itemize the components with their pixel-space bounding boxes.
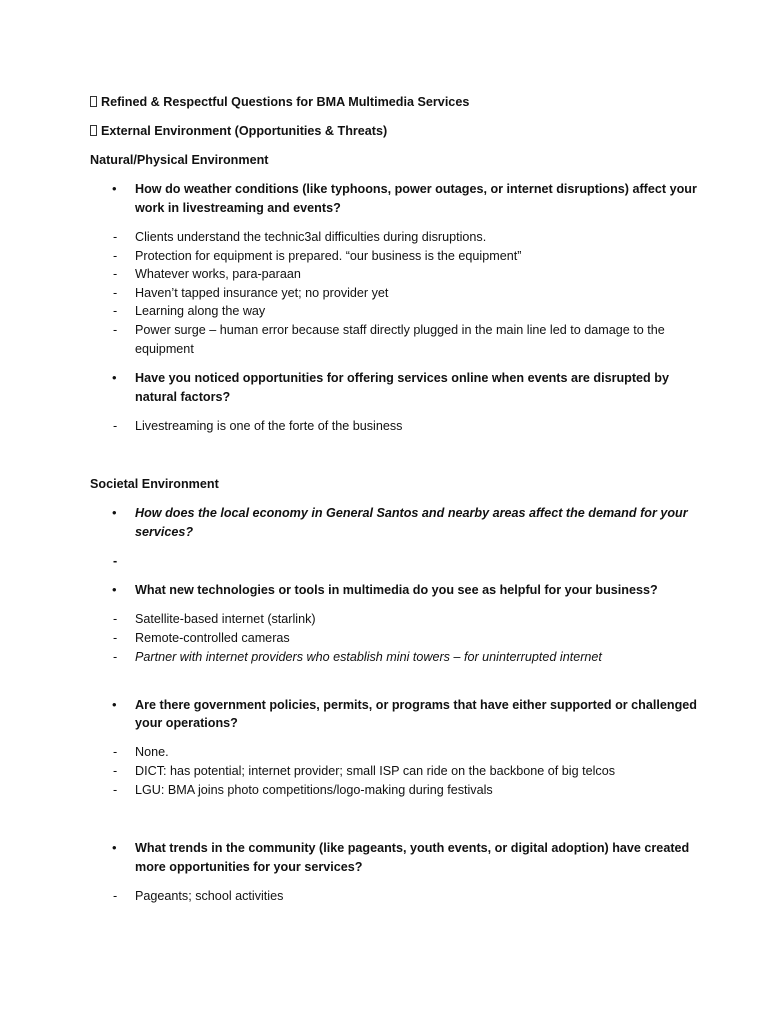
- answer-item: None.: [135, 745, 169, 759]
- question-line: natural factors?: [135, 390, 231, 404]
- dash-icon: -: [113, 230, 118, 244]
- bullet-icon: •: [112, 582, 117, 597]
- answer-item: Satellite-based internet (starlink): [135, 612, 316, 626]
- question-line: What new technologies or tools in multimedia do you see as helpful for your business?: [135, 583, 658, 597]
- answer-item: Clients understand the technic3al difficulties during disruptions.: [135, 230, 487, 244]
- dash-icon: -: [113, 323, 118, 337]
- question-line: How does the local economy in General Santos and nearby areas affect the demand for your: [135, 506, 688, 520]
- dash-icon: -: [113, 286, 118, 300]
- question-line: your operations?: [135, 716, 238, 730]
- question-line: What trends in the community (like pageants, youth events, or digital adoption) have created: [135, 841, 690, 855]
- dash-icon: -: [113, 745, 118, 759]
- section-heading-societal: Societal Environment: [90, 477, 219, 491]
- dash-icon: -: [113, 631, 118, 645]
- missing-glyph-icon: [90, 125, 97, 136]
- bullet-icon: •: [112, 697, 117, 712]
- dash-icon: -: [113, 249, 118, 263]
- dash-icon: -: [113, 650, 118, 664]
- answer-item: Whatever works, para-paraan: [135, 267, 301, 281]
- answer-item: LGU: BMA joins photo competitions/logo-making during festivals: [135, 783, 493, 797]
- document-title: Refined & Respectful Questions for BMA Multimedia Services: [90, 93, 469, 111]
- answer-item: Learning along the way: [135, 304, 266, 318]
- answer-item: Haven’t tapped insurance yet; no provider yet: [135, 286, 389, 300]
- answer-item: Power surge – human error because staff directly plugged in the main line led to damage to the: [135, 323, 665, 337]
- question-line: services?: [135, 525, 194, 539]
- section-subtitle: External Environment (Opportunities & Threats): [90, 122, 387, 140]
- bullet-icon: •: [112, 370, 117, 385]
- question-line: more opportunities for your services?: [135, 860, 363, 874]
- dash-icon: -: [113, 612, 118, 626]
- dash-icon: -: [113, 889, 118, 903]
- answer-item: Partner with internet providers who establish mini towers – for uninterrupted internet: [135, 650, 602, 664]
- answer-item: Pageants; school activities: [135, 889, 284, 903]
- dash-icon: -: [113, 764, 118, 778]
- answer-item: Protection for equipment is prepared. “our business is the equipment”: [135, 249, 522, 263]
- section-heading-natural: Natural/Physical Environment: [90, 153, 269, 167]
- missing-glyph-icon: [90, 96, 97, 107]
- dash-icon: -: [113, 419, 118, 433]
- bullet-icon: •: [112, 505, 117, 520]
- question-line: Are there government policies, permits, or programs that have either supported or challenged: [135, 698, 697, 712]
- dash-icon: -: [113, 267, 118, 281]
- question-line: How do weather conditions (like typhoons, power outages, or internet disruptions) affect your: [135, 182, 697, 196]
- dash-icon: -: [113, 554, 118, 568]
- bullet-icon: •: [112, 840, 117, 855]
- bullet-icon: •: [112, 181, 117, 196]
- answer-item: Livestreaming is one of the forte of the business: [135, 419, 403, 433]
- dash-icon: -: [113, 783, 118, 797]
- answer-item: DICT: has potential; internet provider; small ISP can ride on the backbone of big telcos: [135, 764, 615, 778]
- question-line: work in livestreaming and events?: [135, 201, 341, 215]
- answer-item: Remote-controlled cameras: [135, 631, 290, 645]
- answer-item-continued: equipment: [135, 342, 194, 356]
- dash-icon: -: [113, 304, 118, 318]
- question-line: Have you noticed opportunities for offering services online when events are disrupted by: [135, 371, 669, 385]
